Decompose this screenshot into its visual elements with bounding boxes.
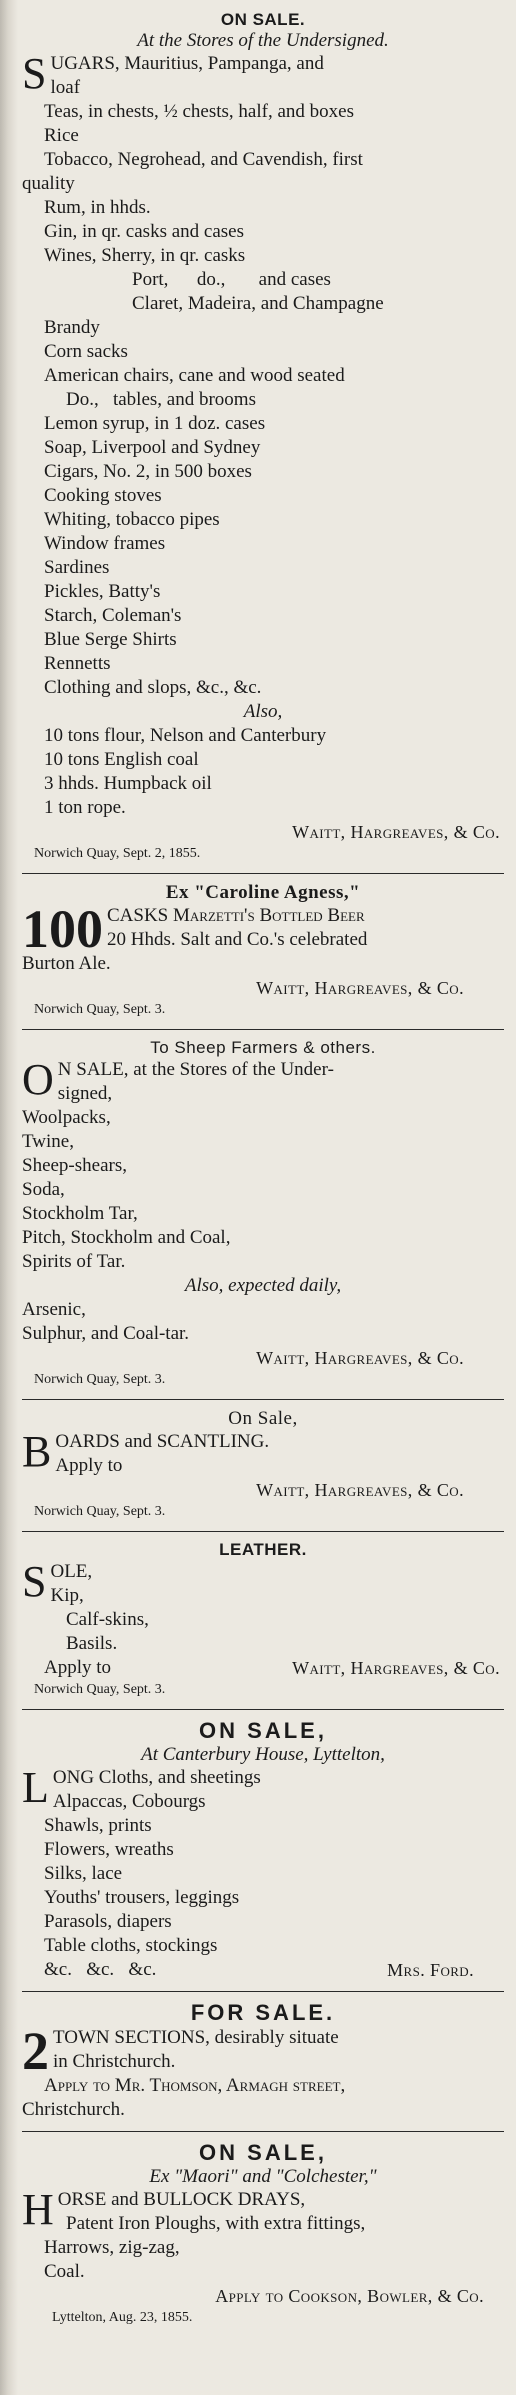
list-item: Pickles, Batty's — [44, 581, 161, 602]
list-item: Rum, in hhds. — [44, 197, 151, 218]
list-item: Wines, Sherry, in qr. casks — [44, 245, 246, 266]
drop-cap: B — [22, 1427, 52, 1476]
ad-heading: FOR SALE. — [190, 2000, 336, 2025]
apply-line-cont: Christchurch. — [22, 2099, 125, 2120]
ad-heading: LEATHER. — [219, 1540, 307, 1559]
list-item: signed, — [57, 1083, 113, 1104]
ad-first-line: L ONG Cloths, and sheetings — [22, 1763, 261, 1812]
apply-line: Apply to Mr. Thomson, Armagh street, — [44, 2075, 346, 2096]
list-item: Harrows, zig-zag, — [44, 2237, 180, 2258]
list-item: Coal. — [44, 2261, 85, 2282]
ad-first-line: S UGARS, Mauritius, Pampanga, and — [22, 49, 324, 98]
list-item: Clothing and slops, &c., &c. — [44, 677, 262, 698]
ad-sheep-farmers — [22, 1038, 504, 1390]
ad-signature: Waitt, Hargreaves, & Co. — [292, 822, 500, 842]
list-item: Patent Iron Ploughs, with extra fittings, — [66, 2213, 366, 2234]
drop-cap: S — [22, 49, 47, 98]
list-item: Woolpacks, — [22, 1107, 111, 1128]
ad-boards-scantling — [22, 1408, 504, 1522]
list-item: Flowers, wreaths — [44, 1839, 174, 1860]
divider — [22, 1399, 504, 1400]
list-item: Silks, lace — [44, 1863, 123, 1884]
also-label: Also, expected daily, — [184, 1275, 342, 1296]
apply-line: Apply to Waitt, Hargreaves, & Co. — [22, 1656, 504, 1680]
list-item: Burton Ale. — [22, 953, 111, 974]
list-item: Tobacco, Negrohead, and Cavendish, first — [44, 149, 363, 170]
list-item: Sardines — [44, 557, 110, 578]
list-item: Calf-skins, — [66, 1609, 149, 1630]
ad-signature: Waitt, Hargreaves, & Co. — [256, 978, 464, 998]
list-item: Spirits of Tar. — [22, 1251, 126, 1272]
list-item: Port, do., and cases — [132, 269, 331, 290]
list-item: Alpaccas, Cobourgs — [52, 1791, 206, 1812]
divider — [22, 873, 504, 874]
list-item: in Christchurch. — [53, 2051, 176, 2072]
ad-canterbury-house — [22, 1718, 504, 1982]
list-item: Rennetts — [44, 653, 111, 674]
divider — [22, 1991, 504, 1992]
list-item: 3 hhds. Humpback oil — [44, 773, 212, 794]
ad-first-line: B OARDS and SCANTLING. — [22, 1427, 270, 1476]
list-item: Pitch, Stockholm and Coal, — [22, 1227, 231, 1248]
list-item: Blue Serge Shirts — [44, 629, 177, 650]
list-item: Arsenic, — [22, 1299, 86, 1320]
list-item: Shawls, prints — [44, 1815, 152, 1836]
ad-on-sale-stores — [22, 10, 504, 864]
ad-signature: Apply to Cookson, Bowler, & Co. — [215, 2286, 484, 2306]
list-item: 10 tons English coal — [44, 749, 199, 770]
divider — [22, 1709, 504, 1710]
ad-first-line: H ORSE and BULLOCK DRAYS, — [22, 2185, 306, 2234]
ad-first-line: 100 CASKS Marzetti's Bottled Beer — [22, 899, 365, 959]
list-item: Rice — [44, 125, 79, 146]
divider — [22, 1531, 504, 1532]
list-item: Kip, — [50, 1585, 84, 1606]
ad-date: Norwich Quay, Sept. 3. — [34, 1682, 166, 1697]
list-item: Apply to — [55, 1455, 123, 1476]
advertisement-column — [22, 10, 504, 2328]
ad-heading: Ex "Caroline Agness," — [165, 882, 361, 903]
list-item: Basils. — [66, 1633, 118, 1654]
list-item: Stockholm Tar, — [22, 1203, 138, 1224]
ad-signature: Waitt, Hargreaves, & Co. — [292, 1658, 500, 1678]
ad-heading: ON SALE. — [220, 10, 306, 29]
divider — [22, 2131, 504, 2132]
ad-subheading: At Canterbury House, Lyttelton, — [141, 1744, 385, 1765]
list-item: Claret, Madeira, and Champagne — [132, 293, 384, 314]
drop-cap: L — [22, 1763, 49, 1812]
also-label: Also, — [243, 701, 283, 722]
ad-first-line: 2 TOWN SECTIONS, desirably situate — [22, 2021, 339, 2081]
list-item: Starch, Coleman's — [44, 605, 182, 626]
ad-signature: Waitt, Hargreaves, & Co. — [256, 1480, 464, 1500]
list-item: Whiting, tobacco pipes — [44, 509, 220, 530]
list-item: American chairs, cane and wood seated — [44, 365, 345, 386]
ad-signature: Mrs. Ford. — [387, 1960, 474, 1980]
drop-cap: H — [22, 2185, 54, 2234]
drop-cap: 100 — [22, 899, 103, 959]
list-item: Brandy — [44, 317, 100, 338]
drop-cap: O — [22, 1055, 54, 1104]
ad-subheading: At the Stores of the Undersigned. — [137, 30, 389, 51]
ad-heading: To Sheep Farmers & others. — [150, 1038, 376, 1057]
ad-heading: ON SALE, — [199, 2140, 327, 2165]
ad-horse-bullock-drays — [22, 2140, 504, 2328]
ad-signature: Waitt, Hargreaves, & Co. — [256, 1348, 464, 1368]
list-item: Parasols, diapers — [44, 1911, 172, 1932]
list-item: 1 ton rope. — [44, 797, 126, 818]
list-item: Youths' trousers, leggings — [44, 1887, 240, 1908]
list-item: Lemon syrup, in 1 doz. cases — [44, 413, 266, 434]
list-item: Sheep-shears, — [22, 1155, 127, 1176]
list-item: Teas, in chests, ½ chests, half, and boxes — [44, 101, 354, 122]
ad-date: Lyttelton, Aug. 23, 1855. — [52, 2310, 193, 2325]
list-item: Sulphur, and Coal-tar. — [22, 1323, 190, 1344]
drop-cap: 2 — [22, 2021, 49, 2081]
ad-date: Norwich Quay, Sept. 3. — [34, 1504, 166, 1519]
ad-leather — [22, 1540, 504, 1700]
list-item: Soap, Liverpool and Sydney — [44, 437, 261, 458]
list-item: Cooking stoves — [44, 485, 162, 506]
ad-town-sections — [22, 2000, 504, 2122]
list-item: 10 tons flour, Nelson and Canterbury — [44, 725, 327, 746]
list-item: Twine, — [22, 1131, 74, 1152]
ad-date: Norwich Quay, Sept. 3. — [34, 1372, 166, 1387]
ad-subheading: Ex "Maori" and "Colchester," — [149, 2166, 377, 2187]
list-item: 20 Hhds. Salt and Co.'s celebrated — [107, 929, 368, 950]
ad-first-line: O N SALE, at the Stores of the Under- — [22, 1055, 334, 1104]
list-item: Cigars, No. 2, in 500 boxes — [44, 461, 252, 482]
list-item: quality — [22, 173, 75, 194]
ad-heading: On Sale, — [228, 1408, 298, 1429]
ad-date: Norwich Quay, Sept. 2, 1855. — [34, 846, 201, 861]
list-item: Soda, — [22, 1179, 65, 1200]
ad-first-line: S OLE, — [22, 1557, 93, 1606]
ad-date: Norwich Quay, Sept. 3. — [34, 1002, 166, 1017]
list-item: Gin, in qr. casks and cases — [44, 221, 244, 242]
list-item: Do., tables, and brooms — [66, 389, 256, 410]
list-item: Window frames — [44, 533, 166, 554]
list-item: Corn sacks — [44, 341, 128, 362]
ad-heading: ON SALE, — [199, 1718, 327, 1743]
ad-caroline-agness — [22, 882, 504, 1020]
list-item: loaf — [50, 77, 81, 98]
drop-cap: S — [22, 1557, 47, 1606]
etc-line: &c. &c. &c. Mrs. Ford. — [22, 1958, 504, 1982]
list-item: Table cloths, stockings — [44, 1935, 218, 1956]
divider — [22, 1029, 504, 1030]
